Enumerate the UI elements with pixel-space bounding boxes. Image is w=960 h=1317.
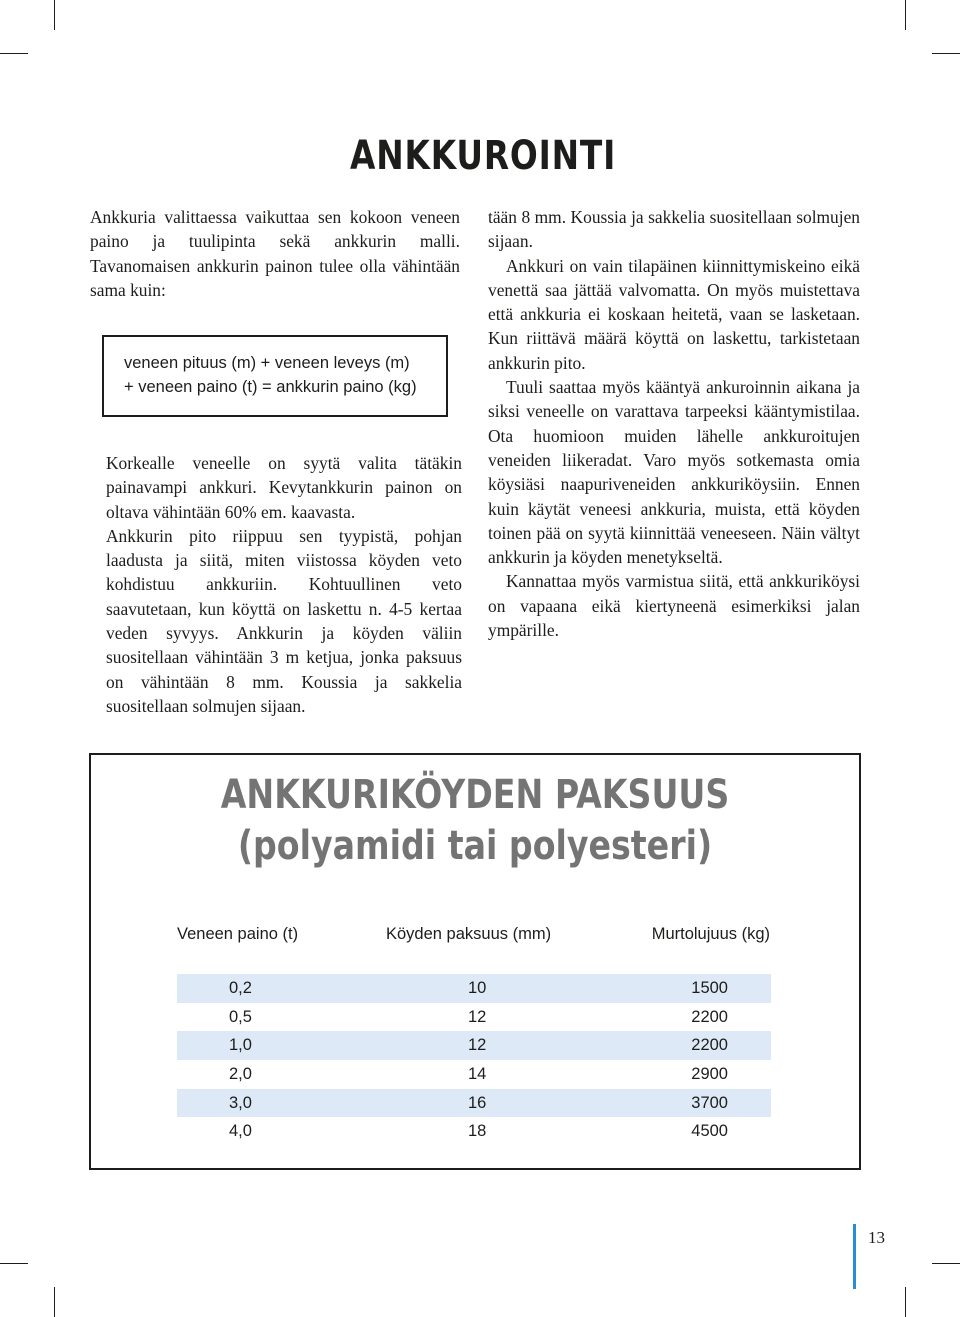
cell-boat-weight: 2,0 <box>229 1064 252 1083</box>
wind-paragraph: Tuuli saattaa myös kääntyä ankuroinnin aikana ja siksi veneelle on varattava tarpeeksi kääntymistilaa. Ota huomioon muiden lähelle ankkuroitujen veneiden liikeradat. Varo myös sotkemasta omia köysiäsi naapuriveneiden ankkuriköysiin. Ennen kuin käytät veneesi ankkuria, muista, että köyden toinen pää on syytä kiinnittää veneeseen. Näin vältyt ankkurin ja köyden menetykseltä. <box>488 377 860 568</box>
crop-mark <box>0 1263 28 1264</box>
page-title: ANKKUROINTI <box>350 133 617 179</box>
rope-table-title: ANKKURIKÖYDEN PAKSUUS <box>220 772 730 818</box>
cell-rope-thickness: 18 <box>468 1122 487 1141</box>
cell-breaking-strength: 2900 <box>691 1064 728 1083</box>
header-boat-weight: Veneen paino (t) <box>177 925 299 943</box>
cell-boat-weight: 4,0 <box>229 1122 252 1141</box>
supervision-paragraph: Ankkuri on vain tilapäinen kiinnittymiskeino eikä venettä saa jättää valvomatta. On myös muistettava että ankkuria ei koskaan heitetä, vaan se lasketaan. Kun riittävä määrä köyttä on laskettu, tarkistetaan ankkurin pito. <box>488 255 860 373</box>
cell-rope-thickness: 16 <box>468 1093 487 1112</box>
cell-rope-thickness: 12 <box>468 1036 487 1055</box>
crop-mark <box>905 1287 906 1317</box>
cell-rope-thickness: 10 <box>468 978 487 997</box>
crop-mark <box>0 53 28 54</box>
holding-text: Ankkurin pito riippuu sen tyypistä, pohjan laadusta ja siitä, miten viistossa köyden veto kohdistuu ankkuriin. Kohtuullinen veto saavutetaan, kun köyttä on laskettu n. 4-5 kertaa veden syvyys. Ankkurin ja köyden väliin suositellaan vähintään 3 m ketjua, jonka paksuus on vähintään 8 mm. Koussia ja sakkelia suositellaan solmujen sijaan. <box>106 525 462 716</box>
rope-table <box>177 974 771 1146</box>
header-rope-thickness: Köyden paksuus (mm) <box>386 925 552 943</box>
cell-rope-thickness: 12 <box>468 1007 487 1026</box>
cell-boat-weight: 0,5 <box>229 1007 252 1026</box>
formula-box <box>102 335 448 417</box>
table-row <box>177 1060 771 1089</box>
table-row <box>177 974 771 1003</box>
cell-rope-thickness: 14 <box>468 1064 487 1083</box>
cell-breaking-strength: 4500 <box>691 1122 728 1141</box>
cell-boat-weight: 0,2 <box>229 978 252 997</box>
right-column <box>488 205 860 642</box>
holding-paragraph <box>106 524 462 718</box>
left-column <box>90 205 460 302</box>
page-number: 13 <box>868 1228 885 1247</box>
cell-breaking-strength: 1500 <box>691 978 728 997</box>
formula-line-2: + veneen paino (t) = ankkurin paino (kg) <box>124 378 417 396</box>
rope-thickness-box <box>89 753 861 1170</box>
page-number-bar <box>853 1224 856 1289</box>
formula-line-1: veneen pituus (m) + veneen leveys (m) <box>124 354 410 372</box>
table-row <box>177 1003 771 1032</box>
cell-breaking-strength: 3700 <box>691 1093 728 1112</box>
table-row <box>177 1117 771 1146</box>
intro-paragraph: Ankkuria valittaessa vaikuttaa sen kokoon veneen paino ja tuulipinta sekä ankkurin malli. Tavanomaisen ankkurin painon tulee olla vähintään sama kuin: <box>90 207 460 300</box>
rope-table-subtitle: (polyamidi tai polyesteri) <box>237 823 713 869</box>
cell-breaking-strength: 2200 <box>691 1036 728 1055</box>
crop-mark <box>932 1263 960 1264</box>
crop-mark <box>54 1287 55 1317</box>
continuation-paragraph: tään 8 mm. Koussia ja sakkelia suositellaan solmujen sijaan. <box>488 207 860 252</box>
rope-free-paragraph: Kannattaa myös varmistua siitä, että ankkuriköysi on vapaana eikä kiertyneenä esimerkiksi jalan ympärille. <box>488 571 860 641</box>
weight-paragraph: Korkealle veneelle on syytä valita tätäkin painavampi ankkuri. Kevytankkurin painon on oltava vähintään 60% em. kaavasta. <box>106 453 462 522</box>
cell-boat-weight: 1,0 <box>229 1036 252 1055</box>
crop-mark <box>54 0 55 30</box>
table-row <box>177 1031 771 1060</box>
cell-boat-weight: 3,0 <box>229 1093 252 1112</box>
crop-mark <box>905 0 906 30</box>
cell-breaking-strength: 2200 <box>691 1007 728 1026</box>
crop-mark <box>932 53 960 54</box>
after-formula-text <box>106 451 462 718</box>
header-breaking-strength: Murtolujuus (kg) <box>651 925 770 943</box>
table-row <box>177 1089 771 1118</box>
